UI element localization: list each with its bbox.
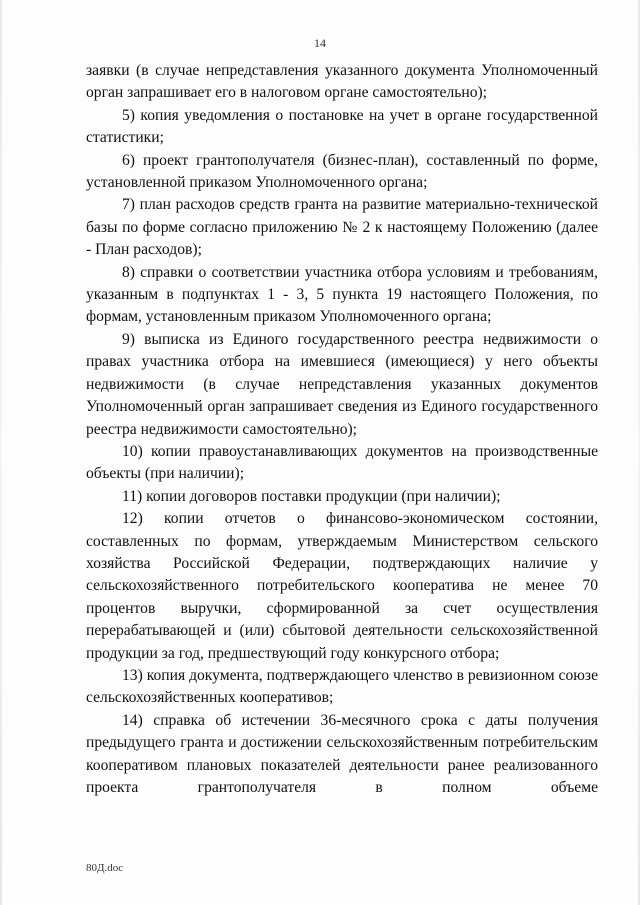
page-number: 14 xyxy=(314,36,326,50)
paragraph-item-8: 8) справки о соответствии участника отбора условиям и требованиям, указанным в подпунктах 1 - 3, 5 пункта 19 настоящего Положения, по формам, установленным приказом Уполномоченного органа; xyxy=(86,263,598,326)
paragraph-item-9: 9) выписка из Единого государственного реестра недвижимости о правах участника отбора на имевшиеся (имеющиеся) у него объекты недвижимости (в случае непредставления указанных документов Уполномоченный орган запрашивает сведения из Единого государственного реестра недвижимости самостоятельно); xyxy=(86,330,598,438)
paragraph-item-6: 6) проект грантополучателя (бизнес-план), составленный по форме, установленной приказом Уполномоченного органа; xyxy=(86,151,598,192)
paragraph-item-14: 14) справка об истечении 36-месячного срока с даты получения предыдущего гранта и достижении сельскохозяйственным потребительским кооперативом плановых показателей деятельности ранее реализованного проекта грантополучателя в полном объеме xyxy=(86,711,598,796)
paragraph-item-5: 5) копия уведомления о постановке на учет в органе государственной статистики; xyxy=(86,106,598,147)
paragraph-item-13: 13) копия документа, подтверждающего членство в ревизионном союзе сельскохозяйственных кооперативов; xyxy=(86,666,598,707)
scan-edge-left xyxy=(0,0,2,905)
paragraph-item-10: 10) копии правоустанавливающих документов на производственные объекты (при наличии); xyxy=(86,442,598,483)
paragraph-continuation: заявки (в случае непредставления указанного документа Уполномоченный орган запрашивает его в налоговом органе самостоятельно); xyxy=(86,62,598,102)
paragraph-item-7: 7) план расходов средств гранта на развитие материально-технической базы по форме согласно приложению № 2 к настоящему Положению (далее - План расходов); xyxy=(86,196,598,259)
footer-filename: 80Д.doc xyxy=(86,862,124,874)
paragraph-item-11: 11) копии договоров поставки продукции (при наличии); xyxy=(122,487,501,505)
document-body xyxy=(86,60,598,799)
paragraph-item-12: 12) копии отчетов о финансово-экономическом состоянии, составленных по формам, утверждаемым Министерством сельского хозяйства Российской Федерации, подтверждающих наличие у сельскохозяйственного потребительского кооператива не менее 70 процентов выручки, сформированной за счет осуществления перерабатывающей и (или) сбытовой деятельности сельскохозяйственной продукции за год, предшествующий году конкурсного отбора; xyxy=(86,510,598,662)
